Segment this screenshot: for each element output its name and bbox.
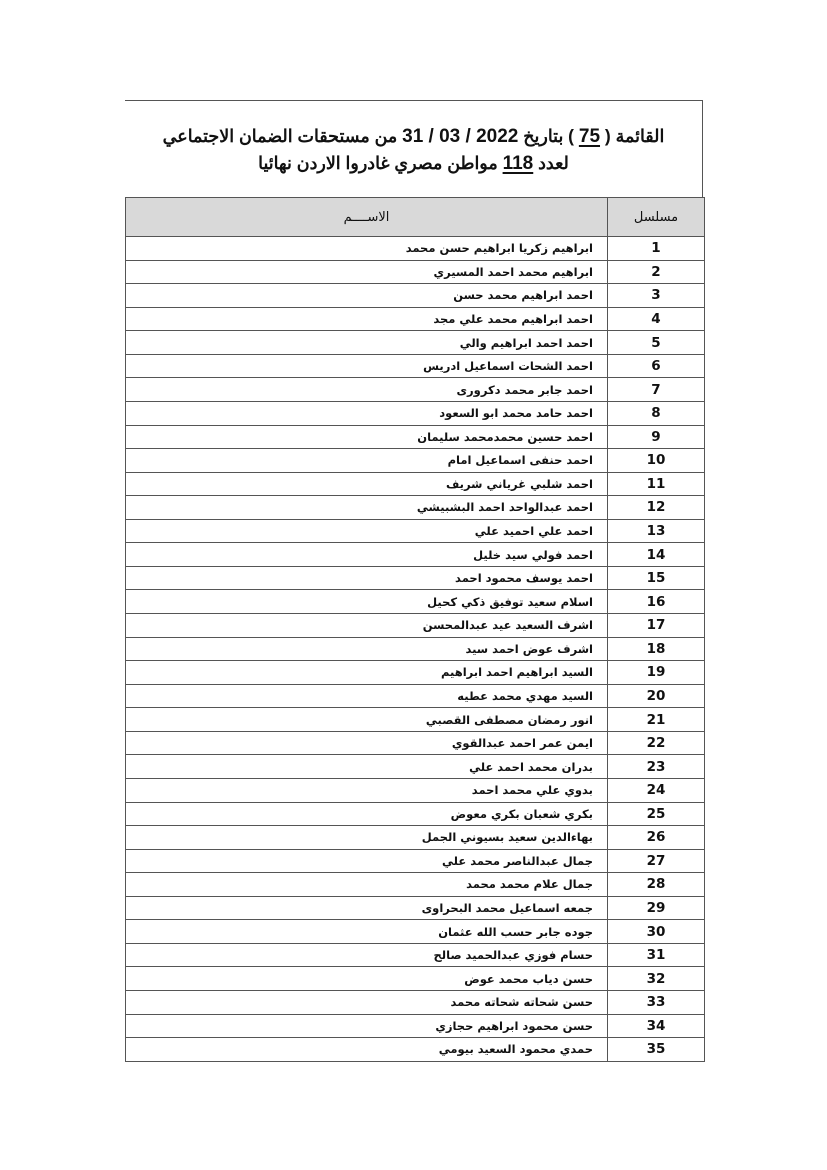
row-name: احمد حنفى اسماعيل امام (126, 449, 608, 473)
table-row (126, 849, 705, 873)
row-name: ابراهيم زكريا ابراهيم حسن محمد (126, 237, 608, 261)
row-serial: 6 (608, 354, 705, 378)
table-row (126, 260, 705, 284)
row-name: اشرف السعيد عيد عبدالمحسن (126, 614, 608, 638)
names-table (125, 197, 705, 1062)
row-name: بكري شعبان بكري معوض (126, 802, 608, 826)
row-serial: 19 (608, 661, 705, 685)
row-name: جمعه اسماعيل محمد البحراوى (126, 896, 608, 920)
row-serial: 12 (608, 496, 705, 520)
table-row (126, 331, 705, 355)
row-serial: 29 (608, 896, 705, 920)
row-name: احمد ابراهيم محمد حسن (126, 284, 608, 308)
title-suffix: من مستحقات الضمان الاجتماعي (162, 126, 403, 146)
table-row (126, 590, 705, 614)
row-name: احمد عبدالواحد احمد البشبيشي (126, 496, 608, 520)
row-serial: 4 (608, 307, 705, 331)
citizen-count: 118 (502, 153, 534, 174)
header-name: الاســــم (126, 198, 608, 237)
row-name: اشرف عوض احمد سيد (126, 637, 608, 661)
row-serial: 26 (608, 826, 705, 850)
table-row (126, 519, 705, 543)
header-serial: مسلسل (608, 198, 705, 237)
row-serial: 35 (608, 1038, 705, 1062)
table-row (126, 401, 705, 425)
row-serial: 31 (608, 943, 705, 967)
row-name: احمد جابر محمد دكرورى (126, 378, 608, 402)
list-date: 31 / 03 / 2022 (402, 126, 519, 147)
table-row (126, 708, 705, 732)
row-serial: 22 (608, 731, 705, 755)
row-serial: 1 (608, 237, 705, 261)
table-row (126, 307, 705, 331)
table-header-row (126, 198, 705, 237)
row-serial: 2 (608, 260, 705, 284)
row-serial: 10 (608, 449, 705, 473)
table-row (126, 661, 705, 685)
title-line2-prefix: لعدد (533, 153, 569, 173)
table-row (126, 778, 705, 802)
title-box (125, 100, 703, 197)
row-serial: 30 (608, 920, 705, 944)
row-serial: 16 (608, 590, 705, 614)
row-serial: 21 (608, 708, 705, 732)
row-serial: 5 (608, 331, 705, 355)
row-name: احمد شلبي غرياني شريف (126, 472, 608, 496)
table-body (126, 237, 705, 1062)
table-row (126, 1038, 705, 1062)
row-serial: 3 (608, 284, 705, 308)
table-row (126, 496, 705, 520)
table-row (126, 566, 705, 590)
row-serial: 25 (608, 802, 705, 826)
table-row (126, 425, 705, 449)
table-row (126, 1014, 705, 1038)
row-serial: 9 (608, 425, 705, 449)
row-serial: 24 (608, 778, 705, 802)
row-serial: 34 (608, 1014, 705, 1038)
row-name: جمال عبدالناصر محمد علي (126, 849, 608, 873)
row-serial: 15 (608, 566, 705, 590)
title-prefix: القائمة ( (600, 126, 665, 146)
row-serial: 27 (608, 849, 705, 873)
row-serial: 33 (608, 991, 705, 1015)
table-row (126, 472, 705, 496)
table-row (126, 991, 705, 1015)
table-row (126, 873, 705, 897)
row-name: احمد حامد محمد ابو السعود (126, 401, 608, 425)
row-name: احمد فولي سيد خليل (126, 543, 608, 567)
table-row (126, 943, 705, 967)
row-name: جوده جابر حسب الله عثمان (126, 920, 608, 944)
title-middle: ) بتاريخ (518, 126, 579, 146)
table-row (126, 284, 705, 308)
table-row (126, 920, 705, 944)
row-serial: 28 (608, 873, 705, 897)
row-name: بدوي علي محمد احمد (126, 778, 608, 802)
table-row (126, 637, 705, 661)
table-row (126, 543, 705, 567)
row-serial: 18 (608, 637, 705, 661)
list-number: 75 (578, 126, 601, 147)
title-line2-suffix: مواطن مصري غادروا الاردن نهائيا (258, 153, 503, 173)
document-title (125, 123, 702, 177)
title-line-1 (137, 123, 690, 150)
row-serial: 13 (608, 519, 705, 543)
row-name: السيد ابراهيم احمد ابراهيم (126, 661, 608, 685)
row-serial: 8 (608, 401, 705, 425)
table-row (126, 967, 705, 991)
table-row (126, 826, 705, 850)
table-row (126, 237, 705, 261)
row-name: احمد حسين محمدمحمد سليمان (126, 425, 608, 449)
row-name: احمد احمد ابراهيم والي (126, 331, 608, 355)
row-name: حسن محمود ابراهيم حجازي (126, 1014, 608, 1038)
row-serial: 7 (608, 378, 705, 402)
table-row (126, 378, 705, 402)
table-row (126, 755, 705, 779)
row-name: حسن دياب محمد عوض (126, 967, 608, 991)
title-line-2 (137, 150, 690, 177)
row-name: بدران محمد احمد علي (126, 755, 608, 779)
row-name: حسام فوزي عبدالحميد صالح (126, 943, 608, 967)
row-name: احمد ابراهيم محمد علي مجد (126, 307, 608, 331)
row-serial: 14 (608, 543, 705, 567)
table-row (126, 731, 705, 755)
row-name: ابراهيم محمد احمد المسيري (126, 260, 608, 284)
table-row (126, 802, 705, 826)
row-serial: 32 (608, 967, 705, 991)
row-name: حمدي محمود السعيد بيومي (126, 1038, 608, 1062)
table-row (126, 449, 705, 473)
row-name: بهاءالدين سعيد بسيوني الجمل (126, 826, 608, 850)
row-name: جمال علام محمد محمد (126, 873, 608, 897)
row-name: اسلام سعيد توفيق ذكي كحيل (126, 590, 608, 614)
row-serial: 20 (608, 684, 705, 708)
row-name: احمد الشحات اسماعيل ادريس (126, 354, 608, 378)
table-row (126, 896, 705, 920)
row-name: السيد مهدي محمد عطيه (126, 684, 608, 708)
row-name: حسن شحاته شحاته محمد (126, 991, 608, 1015)
row-serial: 23 (608, 755, 705, 779)
table-row (126, 354, 705, 378)
row-serial: 11 (608, 472, 705, 496)
row-serial: 17 (608, 614, 705, 638)
table-row (126, 614, 705, 638)
row-name: احمد يوسف محمود احمد (126, 566, 608, 590)
table-row (126, 684, 705, 708)
row-name: انور رمضان مصطفى القصبي (126, 708, 608, 732)
row-name: ايمن عمر احمد عبدالقوي (126, 731, 608, 755)
row-name: احمد علي احميد علي (126, 519, 608, 543)
